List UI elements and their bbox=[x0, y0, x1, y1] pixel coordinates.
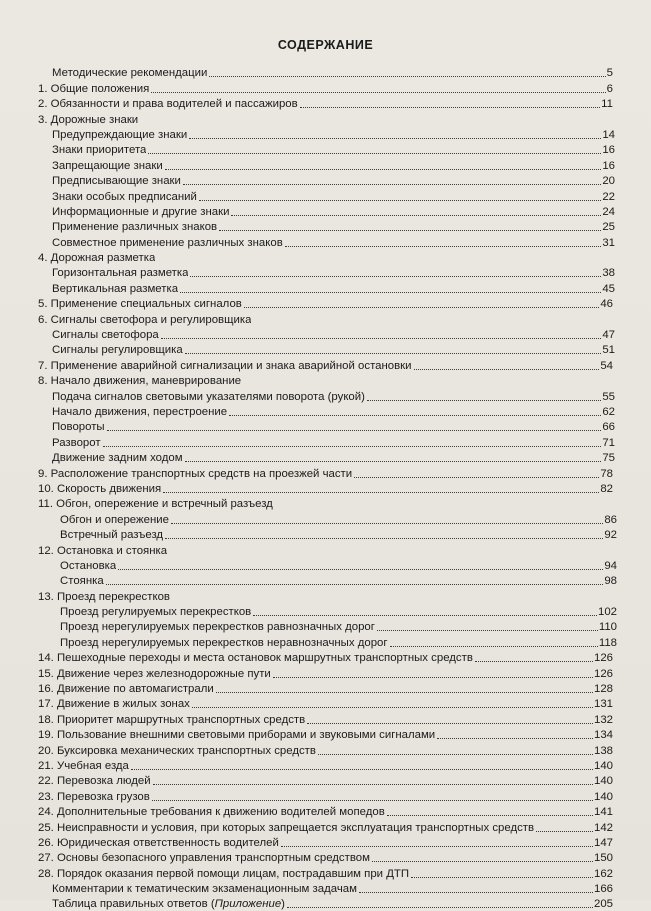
toc-entry-title: 28. Порядок оказания первой помощи лицам, пострадавшим при ДТП bbox=[38, 867, 410, 880]
toc-entry-page: 94 bbox=[604, 559, 617, 572]
toc-entry-title: 1. Общие положения bbox=[38, 82, 150, 95]
toc-entry bbox=[0, 188, 651, 203]
toc-entry bbox=[0, 388, 651, 403]
toc-entry-page: 166 bbox=[593, 883, 613, 896]
toc-entry-title: 20. Буксировка механических транспортных средств bbox=[38, 744, 316, 757]
toc-entry-page: 138 bbox=[593, 744, 613, 757]
dot-leader bbox=[153, 783, 593, 785]
toc-entry bbox=[0, 511, 651, 526]
dot-leader bbox=[165, 537, 603, 539]
toc-entry bbox=[0, 665, 651, 680]
dot-leader bbox=[475, 660, 593, 662]
toc-entry-title: Комментарии к тематическим экзаменационным задачам bbox=[52, 883, 357, 896]
dot-leader bbox=[359, 891, 593, 893]
toc-entry-page: 102 bbox=[597, 606, 617, 619]
dot-leader bbox=[318, 753, 593, 755]
toc-entry-title: Предписывающие знаки bbox=[52, 175, 181, 188]
toc-entry-page: 6 bbox=[606, 82, 613, 95]
toc-entry bbox=[0, 588, 651, 603]
toc-entry-title: 14. Пешеходные переходы и места остановок маршрутных транспортных средств bbox=[38, 652, 473, 665]
toc-entry bbox=[0, 419, 651, 434]
toc-entry-title: 21. Учебная езда bbox=[38, 759, 129, 772]
toc-entry-title: 15. Движение через железнодорожные пути bbox=[38, 667, 271, 680]
toc-entry-page: 92 bbox=[604, 529, 617, 542]
dot-leader bbox=[152, 799, 593, 801]
toc-entry bbox=[0, 758, 651, 773]
toc-entry-title: 23. Перевозка грузов bbox=[38, 790, 150, 803]
toc-entry-page: 14 bbox=[602, 128, 615, 141]
toc-entry-title: 3. Дорожные знаки bbox=[38, 113, 139, 126]
toc-entry bbox=[0, 573, 651, 588]
toc-entry bbox=[0, 850, 651, 865]
dot-leader bbox=[390, 645, 598, 647]
toc-entry-title: Знаки приоритета bbox=[52, 144, 147, 157]
toc-entry-title: 4. Дорожная разметка bbox=[38, 252, 156, 265]
toc-entry-title: Сигналы светофора bbox=[52, 329, 159, 342]
toc-entry bbox=[0, 465, 651, 480]
toc-entry-title: 24. Дополнительные требования к движению водителей мопедов bbox=[38, 806, 385, 819]
toc-entry bbox=[0, 111, 651, 126]
dot-leader bbox=[367, 399, 601, 401]
toc-entry bbox=[0, 681, 651, 696]
dot-leader bbox=[354, 476, 599, 478]
dot-leader bbox=[103, 445, 602, 447]
toc-entry bbox=[0, 342, 651, 357]
toc-entry-title: 22. Перевозка людей bbox=[38, 775, 151, 788]
toc-entry-title: Таблица правильных ответов (Приложение) bbox=[52, 898, 285, 911]
toc-entry-page: 126 bbox=[593, 667, 613, 680]
toc-entry-page: 82 bbox=[600, 482, 613, 495]
toc-entry-title: Проезд регулируемых перекрестков bbox=[60, 606, 252, 619]
dot-leader bbox=[307, 722, 593, 724]
toc-entry bbox=[0, 481, 651, 496]
toc-entry-page: 131 bbox=[593, 698, 613, 711]
toc-entry bbox=[0, 265, 651, 280]
toc-entry bbox=[0, 558, 651, 573]
toc-entry-title: 10. Скорость движения bbox=[38, 482, 162, 495]
dot-leader bbox=[287, 906, 593, 908]
dot-leader bbox=[281, 845, 593, 847]
toc-entry-title: 5. Применение специальных сигналов bbox=[38, 298, 242, 311]
dot-leader bbox=[118, 568, 603, 570]
dot-leader bbox=[165, 168, 602, 170]
toc-entry-page: 140 bbox=[593, 790, 613, 803]
table-of-contents bbox=[0, 65, 651, 911]
dot-leader bbox=[229, 414, 601, 416]
toc-entry-page: 132 bbox=[593, 713, 613, 726]
toc-entry-page: 25 bbox=[602, 221, 615, 234]
toc-entry-title: 26. Юридическая ответственность водителей bbox=[38, 836, 279, 849]
dot-leader bbox=[131, 768, 593, 770]
dot-leader bbox=[209, 75, 605, 77]
dot-leader bbox=[163, 491, 599, 493]
dot-leader bbox=[253, 614, 597, 616]
toc-entry-page: 38 bbox=[602, 267, 615, 280]
toc-entry bbox=[0, 819, 651, 834]
toc-entry-title: Встречный разъезд bbox=[60, 529, 164, 542]
toc-entry bbox=[0, 804, 651, 819]
toc-entry bbox=[0, 604, 651, 619]
toc-entry bbox=[0, 296, 651, 311]
toc-entry-page: 22 bbox=[602, 190, 615, 203]
dot-leader bbox=[231, 214, 601, 216]
toc-entry-page: 20 bbox=[602, 175, 615, 188]
toc-entry-title: Горизонтальная разметка bbox=[52, 267, 189, 280]
toc-entry-title: 9. Расположение транспортных средств на проезжей части bbox=[38, 467, 353, 480]
toc-entry-page: 98 bbox=[604, 575, 617, 588]
toc-entry bbox=[0, 311, 651, 326]
toc-entry-page: 110 bbox=[598, 621, 617, 634]
toc-entry-title: Движение задним ходом bbox=[52, 452, 183, 465]
toc-entry bbox=[0, 80, 651, 95]
toc-entry-page: 47 bbox=[602, 329, 615, 342]
toc-entry-page: 118 bbox=[598, 636, 617, 649]
toc-entry-page: 126 bbox=[593, 652, 613, 665]
toc-entry bbox=[0, 204, 651, 219]
toc-entry-title: 17. Движение в жилых зонах bbox=[38, 698, 190, 711]
toc-entry-title: 25. Неисправности и условия, при которых запрещается эксплуатация транспортных средств bbox=[38, 821, 535, 834]
toc-entry-title: Применение различных знаков bbox=[52, 221, 218, 234]
toc-entry bbox=[0, 357, 651, 372]
toc-entry-page: 147 bbox=[593, 836, 613, 849]
dot-leader bbox=[185, 352, 602, 354]
dot-leader bbox=[300, 106, 600, 108]
toc-entry-title: Методические рекомендации bbox=[52, 67, 208, 80]
toc-entry-title: Знаки особых предписаний bbox=[52, 190, 197, 203]
toc-entry bbox=[0, 157, 651, 172]
toc-entry-title: Вертикальная разметка bbox=[52, 282, 179, 295]
toc-entry-title: 27. Основы безопасного управления транспортным средством bbox=[38, 852, 370, 865]
toc-entry-title: Повороты bbox=[52, 421, 105, 434]
toc-entry bbox=[0, 280, 651, 295]
toc-entry-title: 16. Движение по автомагистрали bbox=[38, 683, 214, 696]
toc-entry-page: 140 bbox=[593, 759, 613, 772]
toc-entry-page: 24 bbox=[602, 205, 615, 218]
toc-entry-title: Запрещающие знаки bbox=[52, 159, 163, 172]
toc-entry bbox=[0, 234, 651, 249]
dot-leader bbox=[185, 460, 602, 462]
toc-entry-title: 12. Остановка и стоянка bbox=[38, 544, 168, 557]
toc-entry-title: 6. Сигналы светофора и регулировщика bbox=[38, 313, 252, 326]
dot-leader bbox=[273, 676, 593, 678]
toc-entry-title: Информационные и другие знаки bbox=[52, 205, 230, 218]
dot-leader bbox=[244, 306, 599, 308]
toc-entry-page: 78 bbox=[600, 467, 613, 480]
toc-entry bbox=[0, 634, 651, 649]
toc-entry-title: Проезд нерегулируемых перекрестков равнозначных дорог bbox=[60, 621, 375, 634]
toc-entry-page: 75 bbox=[602, 452, 615, 465]
toc-entry-title: Остановка bbox=[60, 559, 117, 572]
dot-leader bbox=[216, 691, 593, 693]
dot-leader bbox=[180, 291, 601, 293]
toc-entry-title: 11. Обгон, опережение и встречный разъезд bbox=[38, 498, 273, 511]
toc-entry bbox=[0, 619, 651, 634]
dot-leader bbox=[151, 91, 605, 93]
toc-entry-title: 2. Обязанности и права водителей и пассажиров bbox=[38, 98, 298, 111]
toc-entry bbox=[0, 65, 651, 80]
toc-entry-title: 7. Применение аварийной сигнализации и знака аварийной остановки bbox=[38, 359, 412, 372]
toc-entry bbox=[0, 434, 651, 449]
dot-leader bbox=[199, 199, 601, 201]
dot-leader bbox=[372, 860, 593, 862]
dot-leader bbox=[107, 429, 602, 431]
toc-entry bbox=[0, 650, 651, 665]
dot-leader bbox=[536, 830, 593, 832]
toc-entry-title: Подача сигналов световыми указателями поворота (рукой) bbox=[52, 390, 365, 403]
toc-entry-page: 128 bbox=[593, 683, 613, 696]
toc-entry-title: Обгон и опережение bbox=[60, 513, 169, 526]
toc-entry-page: 51 bbox=[602, 344, 615, 357]
dot-leader bbox=[387, 814, 593, 816]
dot-leader bbox=[192, 706, 593, 708]
toc-entry-page: 134 bbox=[593, 729, 613, 742]
dot-leader bbox=[161, 337, 602, 339]
toc-entry-title: Разворот bbox=[52, 436, 101, 449]
dot-leader bbox=[183, 183, 601, 185]
dot-leader bbox=[285, 245, 602, 247]
toc-entry bbox=[0, 835, 651, 850]
toc-entry-page: 140 bbox=[593, 775, 613, 788]
toc-entry-title: Проезд нерегулируемых перекрестков неравнозначных дорог bbox=[60, 636, 388, 649]
toc-entry bbox=[0, 527, 651, 542]
dot-leader bbox=[219, 229, 601, 231]
toc-entry-title: Совместное применение различных знаков bbox=[52, 236, 283, 249]
toc-entry bbox=[0, 542, 651, 557]
dot-leader bbox=[190, 275, 601, 277]
toc-entry-page: 142 bbox=[593, 821, 613, 834]
toc-entry bbox=[0, 696, 651, 711]
toc-entry-page: 16 bbox=[602, 144, 615, 157]
toc-entry-page: 71 bbox=[602, 436, 615, 449]
toc-entry bbox=[0, 327, 651, 342]
toc-entry-title: Стоянка bbox=[60, 575, 104, 588]
dot-leader bbox=[189, 137, 601, 139]
toc-entry bbox=[0, 742, 651, 757]
toc-entry bbox=[0, 881, 651, 896]
toc-entry-page: 11 bbox=[601, 98, 613, 111]
toc-entry bbox=[0, 865, 651, 880]
toc-entry-page: 31 bbox=[602, 236, 615, 249]
toc-entry-page: 54 bbox=[600, 359, 613, 372]
toc-entry-page: 62 bbox=[602, 405, 615, 418]
toc-entry bbox=[0, 727, 651, 742]
toc-entry-page: 86 bbox=[604, 513, 617, 526]
toc-entry bbox=[0, 96, 651, 111]
toc-entry-title: Начало движения, перестроение bbox=[52, 405, 228, 418]
toc-entry bbox=[0, 404, 651, 419]
toc-entry bbox=[0, 127, 651, 142]
dot-leader bbox=[411, 876, 593, 878]
toc-entry-page: 16 bbox=[602, 159, 615, 172]
toc-entry-page: 5 bbox=[606, 67, 613, 80]
toc-entry-page: 150 bbox=[593, 852, 613, 865]
toc-entry-page: 66 bbox=[602, 421, 615, 434]
toc-entry bbox=[0, 788, 651, 803]
dot-leader bbox=[437, 737, 593, 739]
toc-entry-title: 8. Начало движения, маневрирование bbox=[38, 375, 242, 388]
toc-entry bbox=[0, 496, 651, 511]
toc-entry bbox=[0, 711, 651, 726]
toc-entry bbox=[0, 373, 651, 388]
dot-leader bbox=[377, 629, 598, 631]
toc-entry bbox=[0, 142, 651, 157]
toc-entry bbox=[0, 173, 651, 188]
toc-entry bbox=[0, 250, 651, 265]
dot-leader bbox=[171, 522, 603, 524]
toc-entry-page: 46 bbox=[600, 298, 613, 311]
dot-leader bbox=[414, 368, 600, 370]
toc-entry bbox=[0, 773, 651, 788]
toc-entry-title: Сигналы регулировщика bbox=[52, 344, 183, 357]
toc-entry-title: Предупреждающие знаки bbox=[52, 128, 188, 141]
dot-leader bbox=[106, 583, 604, 585]
toc-entry bbox=[0, 450, 651, 465]
toc-entry-title: 19. Пользование внешними световыми приборами и звуковыми сигналами bbox=[38, 729, 436, 742]
toc-entry bbox=[0, 219, 651, 234]
page-title: СОДЕРЖАНИЕ bbox=[277, 38, 374, 52]
toc-entry-page: 45 bbox=[602, 282, 615, 295]
toc-entry-page: 141 bbox=[593, 806, 613, 819]
toc-entry bbox=[0, 896, 651, 911]
dot-leader bbox=[148, 152, 601, 154]
toc-entry-page: 55 bbox=[602, 390, 615, 403]
toc-entry-title: 18. Приоритет маршрутных транспортных средств bbox=[38, 713, 306, 726]
toc-entry-page: 205 bbox=[593, 898, 613, 911]
toc-entry-title: 13. Проезд перекрестков bbox=[38, 590, 170, 603]
toc-entry-page: 162 bbox=[593, 867, 613, 880]
